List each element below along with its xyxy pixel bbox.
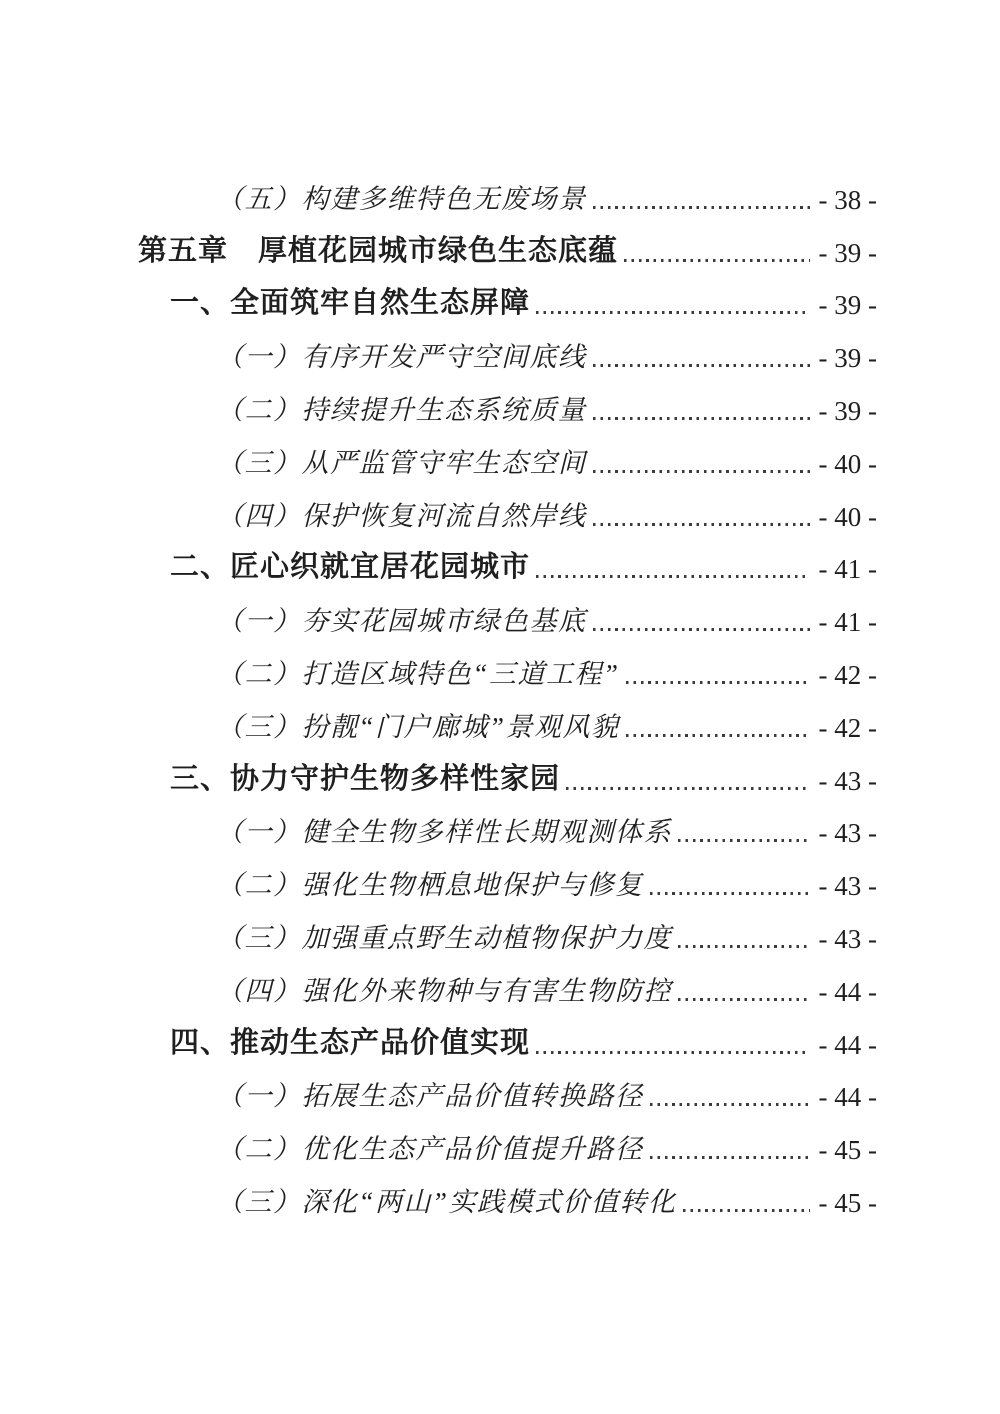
toc-entry (132, 383, 877, 436)
toc-entry-label: （三）扮靓“门户廊城”景观风貌 (216, 711, 620, 742)
dot-leader (593, 206, 811, 209)
toc-entry-page: - 39 - (818, 237, 877, 268)
toc-entry-page: - 40 - (818, 501, 877, 532)
dot-leader (593, 523, 811, 526)
dot-leader (678, 998, 810, 1001)
toc-entry (132, 330, 877, 383)
toc-entry-label: 三、协力守护生物多样性家园 (170, 762, 561, 795)
toc-entry (132, 753, 877, 806)
toc-entry (132, 1122, 877, 1175)
toc-entry (132, 1017, 877, 1070)
toc-entry-label: （一）拓展生态产品价值转换路径 (216, 1081, 644, 1112)
dot-leader (678, 839, 810, 842)
dot-leader (593, 364, 811, 367)
dot-leader (626, 734, 810, 737)
toc-entry-label: （二）优化生态产品价值提升路径 (216, 1134, 644, 1165)
toc-entry-label: 二、匠心织就宜居花园城市 (170, 551, 531, 584)
toc-entry-label: （二）打造区域特色“三道工程” (216, 658, 620, 689)
toc-entry (132, 1175, 877, 1228)
toc-entry-page: - 39 - (818, 343, 877, 374)
toc-entry-page: - 44 - (818, 976, 877, 1007)
dot-leader (566, 787, 810, 790)
toc-entry (132, 700, 877, 753)
toc-entry-label: （三）深化“两山”实践模式价值转化 (216, 1186, 677, 1217)
toc-entry (132, 278, 877, 331)
toc-entry (132, 542, 877, 595)
toc-entry (132, 225, 877, 278)
toc-entry-label: （三）从严监管守牢生态空间 (216, 447, 587, 478)
toc-entry-page: - 43 - (818, 923, 877, 954)
dot-leader (650, 1156, 811, 1159)
toc-entry-page: - 44 - (818, 1029, 877, 1060)
dot-leader (678, 945, 810, 948)
toc-entry-label: 四、推动生态产品价值实现 (170, 1026, 531, 1059)
toc-entry-page: - 40 - (818, 448, 877, 479)
toc-entry-page: - 39 - (818, 290, 877, 321)
dot-leader (626, 681, 810, 684)
toc-entry-page: - 38 - (818, 184, 877, 215)
toc-entry-label: （一）夯实花园城市绿色基底 (216, 606, 587, 637)
toc-entry-page: - 42 - (818, 712, 877, 743)
toc-entry-label: （二）持续提升生态系统质量 (216, 394, 587, 425)
toc-entry-page: - 41 - (818, 554, 877, 585)
toc-entry (132, 964, 877, 1017)
toc-entry-label: 一、全面筑牢自然生态屏障 (170, 287, 531, 320)
table-of-contents (132, 172, 877, 1228)
toc-entry (132, 911, 877, 964)
dot-leader (650, 892, 811, 895)
dot-leader (536, 311, 810, 314)
toc-entry-page: - 43 - (818, 871, 877, 902)
dot-leader (593, 417, 811, 420)
toc-entry-page: - 45 - (818, 1187, 877, 1218)
toc-entry-page: - 41 - (818, 607, 877, 638)
toc-entry (132, 806, 877, 859)
toc-entry-label: （三）加强重点野生动植物保护力度 (216, 922, 672, 953)
dot-leader (593, 470, 811, 473)
toc-entry (132, 489, 877, 542)
toc-entry (132, 594, 877, 647)
toc-entry-page: - 43 - (818, 765, 877, 796)
toc-entry-label: （一）有序开发严守空间底线 (216, 342, 587, 373)
toc-entry (132, 647, 877, 700)
dot-leader (624, 259, 810, 262)
toc-entry (132, 436, 877, 489)
toc-entry-label: （一）健全生物多样性长期观测体系 (216, 817, 672, 848)
toc-entry-label: 第五章 厚植花园城市绿色生态底蕴 (138, 234, 619, 267)
toc-entry-page: - 42 - (818, 659, 877, 690)
toc-entry-label: （四）强化外来物种与有害生物防控 (216, 975, 672, 1006)
toc-entry (132, 858, 877, 911)
toc-entry-page: - 45 - (818, 1135, 877, 1166)
dot-leader (650, 1103, 811, 1106)
toc-entry-label: （四）保护恢复河流自然岸线 (216, 500, 587, 531)
toc-entry-page: - 44 - (818, 1082, 877, 1113)
toc-entry-label: （二）强化生物栖息地保护与修复 (216, 870, 644, 901)
toc-entry-page: - 39 - (818, 395, 877, 426)
toc-entry (132, 1070, 877, 1123)
toc-entry-label: （五）构建多维特色无废场景 (216, 183, 587, 214)
toc-entry-page: - 43 - (818, 818, 877, 849)
dot-leader (593, 628, 811, 631)
dot-leader (536, 575, 810, 578)
toc-entry (132, 172, 877, 225)
dot-leader (683, 1209, 810, 1212)
dot-leader (536, 1051, 810, 1054)
